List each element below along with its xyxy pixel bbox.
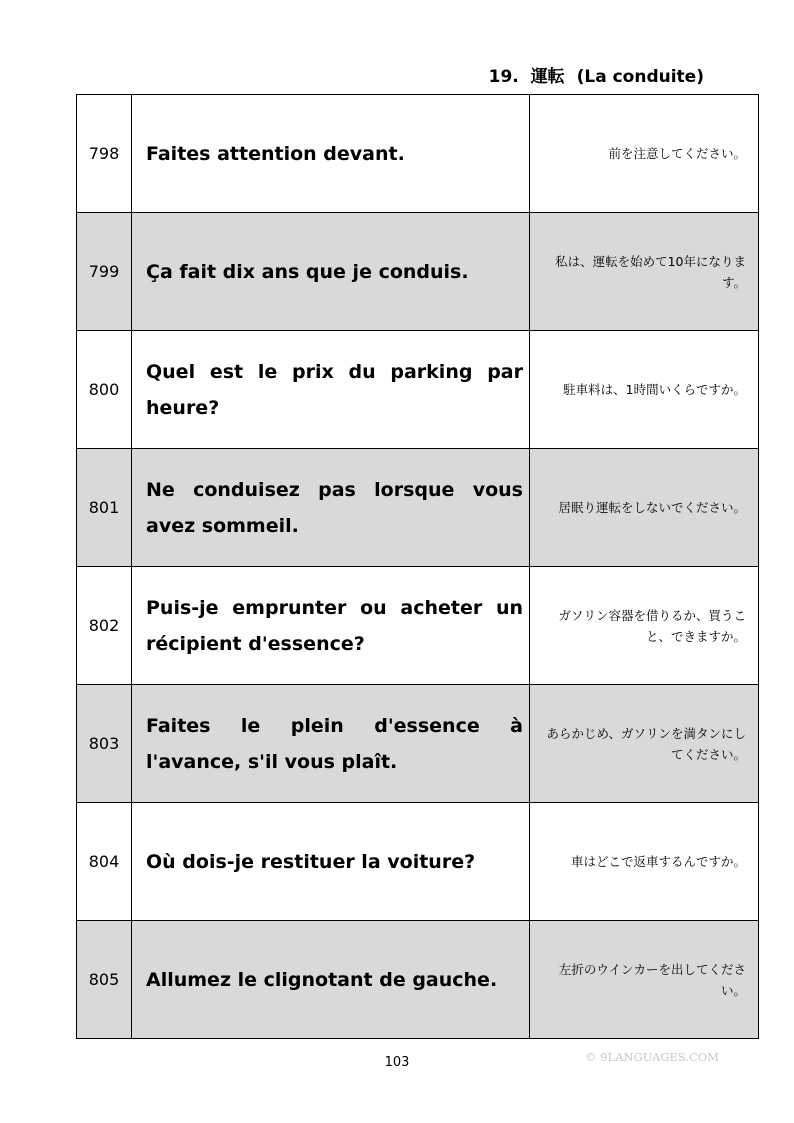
- table-row: [77, 331, 759, 449]
- phrase-japanese: 左折のウインカーを出してください。: [530, 921, 759, 1039]
- phrase-number: 801: [77, 449, 132, 567]
- section-title-japanese: 運転: [530, 67, 565, 87]
- phrase-japanese: 居眠り運転をしないでください。: [530, 449, 759, 567]
- phrase-japanese: 前を注意してください。: [530, 95, 759, 213]
- phrase-number: 804: [77, 803, 132, 921]
- phrase-french: Quel est le prix du parking par heure?: [132, 331, 530, 449]
- section-header: [489, 62, 704, 87]
- phrase-french: Puis-je emprunter ou acheter un récipient d'essence?: [132, 567, 530, 685]
- phrase-number: 805: [77, 921, 132, 1039]
- phrase-japanese: 駐車料は、1時間いくらですか。: [530, 331, 759, 449]
- phrase-french: Où dois-je restituer la voiture?: [132, 803, 530, 921]
- table-row: [77, 567, 759, 685]
- table-row: [77, 685, 759, 803]
- phrase-french: Ne conduisez pas lorsque vous avez sommeil.: [132, 449, 530, 567]
- phrase-french: Ça fait dix ans que je conduis.: [132, 213, 530, 331]
- phrase-japanese: ガソリン容器を借りるか、買うこと、できますか。: [530, 567, 759, 685]
- phrase-japanese: 私は、運転を始めて10年になります。: [530, 213, 759, 331]
- phrase-number: 800: [77, 331, 132, 449]
- phrase-number: 798: [77, 95, 132, 213]
- page-number: 103: [384, 1055, 410, 1070]
- table-row: [77, 921, 759, 1039]
- section-title-french: (La conduite): [576, 67, 704, 87]
- table-row: [77, 449, 759, 567]
- section-number: 19.: [488, 67, 519, 87]
- phrase-japanese: 車はどこで返車するんですか。: [530, 803, 759, 921]
- table-row: [77, 95, 759, 213]
- phrase-french: Faites le plein d'essence à l'avance, s'il vous plaît.: [132, 685, 530, 803]
- phrase-japanese: あらかじめ、ガソリンを満タンにしてください。: [530, 685, 759, 803]
- phrase-french: Faites attention devant.: [132, 95, 530, 213]
- phrase-number: 803: [77, 685, 132, 803]
- phrase-table: [76, 94, 759, 1039]
- phrase-number: 799: [77, 213, 132, 331]
- watermark: © 9LANGUAGES.COM: [585, 1050, 720, 1064]
- table-row: [77, 803, 759, 921]
- phrase-french: Allumez le clignotant de gauche.: [132, 921, 530, 1039]
- phrase-number: 802: [77, 567, 132, 685]
- table-row: [77, 213, 759, 331]
